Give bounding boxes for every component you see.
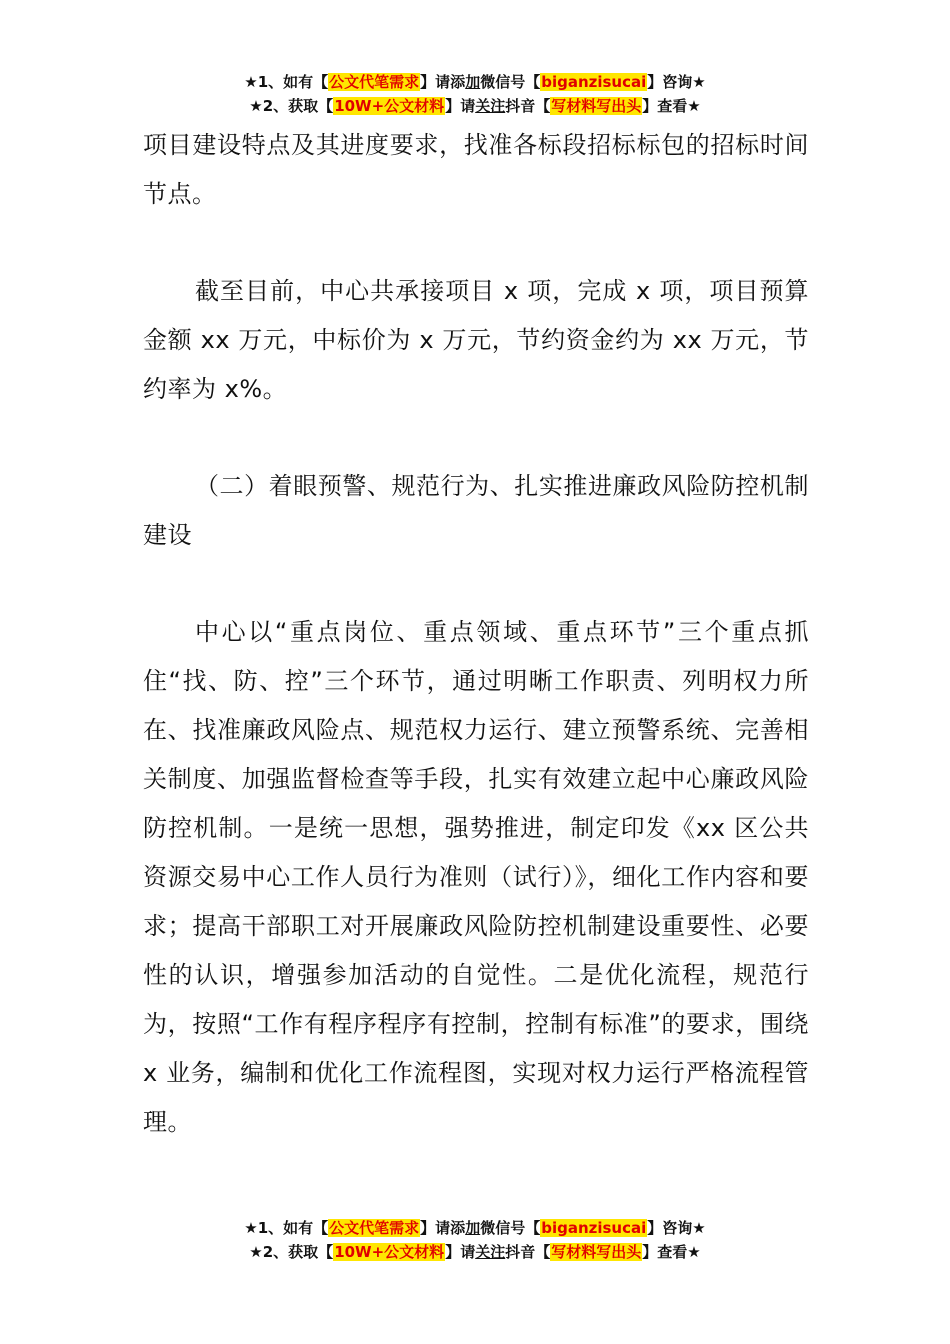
document-body: [143, 121, 809, 1147]
footer-highlight-wechat: biganzisucai: [541, 1219, 647, 1237]
header-underline-add: 加: [465, 73, 481, 91]
footer-underline-follow: 关注: [475, 1243, 506, 1261]
header-line-1-suffix: 】咨询★: [647, 73, 706, 91]
header-highlight-wechat: biganzisucai: [541, 73, 647, 91]
footer-line-1: [0, 1216, 950, 1240]
footer-underline-add: 加: [465, 1219, 481, 1237]
paragraph-4: 中心以“重点岗位、重点领域、重点环节”三个重点抓住“找、防、控”三个环节，通过明晰工作职责、列明权力所在、找准廉政风险点、规范权力运行、建立预警系统、完善相关制度、加强监督检查等手段，扎实有效建立起中心廉政风险防控机制。一是统一思想，强势推进，制定印发《xx 区公共资源交易中心工作人员行为准则（试行）》，细化工作内容和要求；提高干部职工对开展廉政风险防控机制建设重要性、必要性的认识，增强参加活动的自觉性。二是优化流程，规范行为，按照“工作有程序程序有控制，控制有标准”的要求，围绕 x 业务，编制和优化工作流程图，实现对权力运行严格流程管理。: [143, 618, 809, 1136]
header-line-2-prefix: ★2、获取【: [249, 97, 334, 115]
header-highlight-service: 公文代笔需求: [329, 73, 420, 91]
footer-line-2-prefix: ★2、获取【: [249, 1243, 334, 1261]
paragraph-gap: [143, 219, 809, 267]
footer-highlight-douyin: 写材料写出头: [551, 1243, 642, 1261]
header-highlight-douyin: 写材料写出头: [551, 97, 642, 115]
paragraph-1: 项目建设特点及其进度要求，找准各标段招标标包的招标时间节点。: [143, 131, 809, 208]
paragraph-gap: [143, 560, 809, 608]
footer-banner: [0, 1216, 950, 1264]
header-line-2-suffix: 】查看★: [642, 97, 701, 115]
footer-line-2-mid: 】请: [445, 1243, 476, 1261]
footer-line-1-mid2: 微信号【: [480, 1219, 541, 1237]
footer-highlight-materials: 10W+公文材料: [334, 1243, 445, 1261]
header-line-1-mid2: 微信号【: [480, 73, 541, 91]
header-line-2-mid2: 抖音【: [505, 97, 551, 115]
header-banner: [0, 70, 950, 118]
header-underline-follow: 关注: [475, 97, 506, 115]
footer-line-2-mid2: 抖音【: [505, 1243, 551, 1261]
footer-highlight-service: 公文代笔需求: [329, 1219, 420, 1237]
header-line-1: [0, 70, 950, 94]
header-line-1-mid: 】请添: [420, 73, 466, 91]
header-line-2-mid: 】请: [445, 97, 476, 115]
footer-line-2-suffix: 】查看★: [642, 1243, 701, 1261]
section-heading: （二）着眼预警、规范行为、扎实推进廉政风险防控机制建设: [143, 472, 809, 549]
paragraph-2: 截至目前，中心共承接项目 x 项，完成 x 项，项目预算金额 xx 万元，中标价为 x 万元，节约资金约为 xx 万元，节约率为 x%。: [143, 277, 809, 403]
footer-line-1-suffix: 】咨询★: [647, 1219, 706, 1237]
footer-line-1-prefix: ★1、如有【: [244, 1219, 329, 1237]
header-line-1-prefix: ★1、如有【: [244, 73, 329, 91]
header-line-2: [0, 94, 950, 118]
header-highlight-materials: 10W+公文材料: [334, 97, 445, 115]
footer-line-2: [0, 1240, 950, 1264]
paragraph-gap: [143, 414, 809, 462]
footer-line-1-mid: 】请添: [420, 1219, 466, 1237]
